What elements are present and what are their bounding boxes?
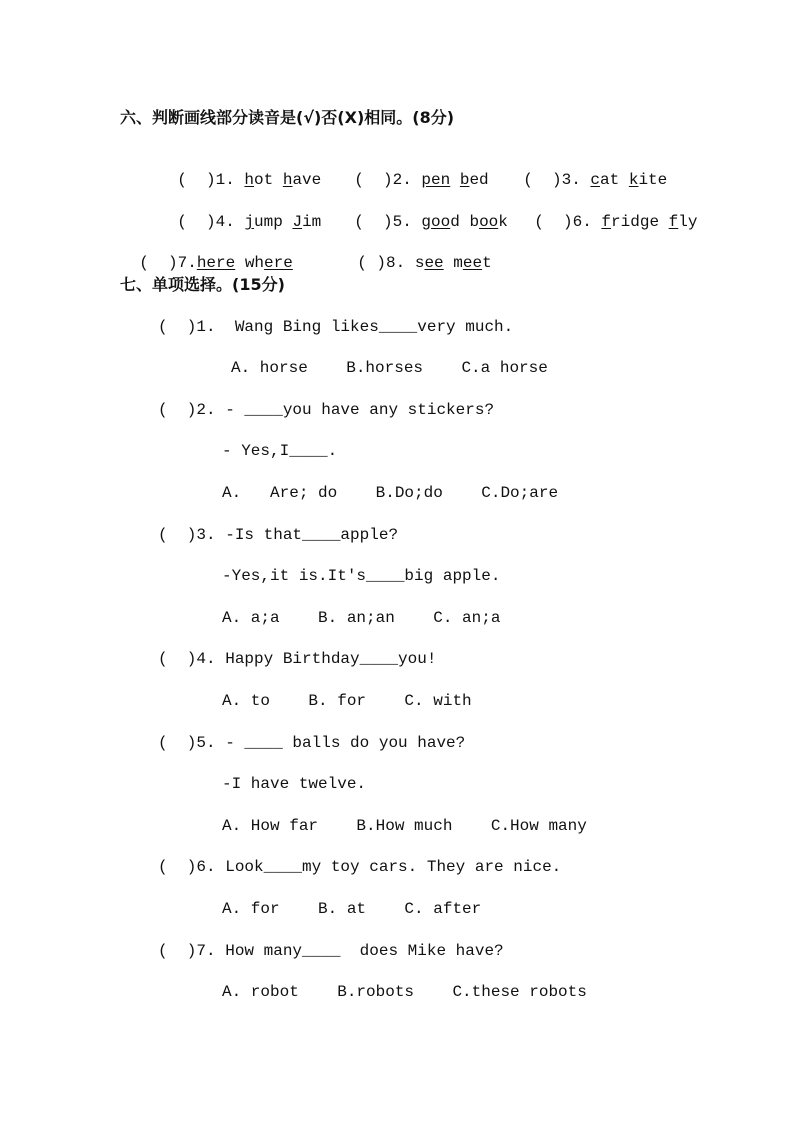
word-rest: ly bbox=[678, 213, 698, 231]
underlined-part: f bbox=[668, 213, 679, 231]
s6-item-5 bbox=[335, 192, 508, 232]
word-start: s bbox=[414, 254, 425, 272]
q4-options: A. to B. for C. with bbox=[222, 692, 472, 710]
s6-item-6 bbox=[515, 192, 697, 232]
s6-item-7 bbox=[120, 233, 293, 273]
word-start: b bbox=[469, 213, 480, 231]
word-rest: t bbox=[482, 254, 492, 272]
word-rest: at bbox=[600, 171, 620, 189]
q2-reply: - Yes,I____. bbox=[222, 442, 338, 460]
q3-stem[interactable]: ( )3. -Is that____apple? bbox=[158, 526, 399, 544]
word-rest: ridge bbox=[611, 213, 660, 231]
word-rest: ot bbox=[254, 171, 274, 189]
s6-item-8 bbox=[338, 233, 492, 273]
q5-options: A. How far B.How much C.How many bbox=[222, 817, 587, 835]
underlined-part: ee bbox=[462, 254, 483, 272]
q4-stem[interactable]: ( )4. Happy Birthday____you! bbox=[158, 650, 437, 668]
underlined-part: J bbox=[292, 213, 303, 231]
answer-blank[interactable]: ( )1. bbox=[177, 171, 235, 189]
underlined-part: f bbox=[601, 213, 612, 231]
word-rest: ump bbox=[254, 213, 283, 231]
q5-reply: -I have twelve. bbox=[222, 775, 367, 793]
q6-stem[interactable]: ( )6. Look____my toy cars. They are nice. bbox=[158, 858, 562, 876]
section6-title: 六、判断画线部分读音是(√)否(X)相同。(8分) bbox=[120, 108, 455, 127]
underlined-part: ee bbox=[424, 254, 444, 272]
underlined-part: pen bbox=[421, 171, 451, 189]
answer-blank[interactable]: ( )4. bbox=[177, 213, 235, 231]
underlined-part: oo bbox=[431, 213, 451, 231]
underlined-part: b bbox=[459, 171, 470, 189]
q3-options: A. a;a B. an;an C. an;a bbox=[222, 609, 501, 627]
s6-item-4 bbox=[158, 192, 321, 232]
word-rest: ed bbox=[469, 171, 489, 189]
word-rest: ave bbox=[292, 171, 322, 189]
q7-stem[interactable]: ( )7. How many____ does Mike have? bbox=[158, 942, 504, 960]
underlined-part: j bbox=[244, 213, 255, 231]
answer-blank[interactable]: ( )8. bbox=[357, 254, 406, 272]
word-rest: ite bbox=[638, 171, 668, 189]
answer-blank[interactable]: ( )6. bbox=[534, 213, 592, 231]
answer-blank[interactable]: ( )2. bbox=[354, 171, 412, 189]
s6-item-1 bbox=[158, 150, 321, 190]
underlined-part: h bbox=[244, 171, 255, 189]
s6-item-2 bbox=[335, 150, 489, 190]
q5-stem[interactable]: ( )5. - ____ balls do you have? bbox=[158, 734, 466, 752]
q2-stem[interactable]: ( )2. - ____you have any stickers? bbox=[158, 401, 495, 419]
underlined-part: oo bbox=[479, 213, 499, 231]
q6-options: A. for B. at C. after bbox=[222, 900, 482, 918]
section7-title: 七、单项选择。(15分) bbox=[120, 275, 285, 294]
answer-blank[interactable]: ( )3. bbox=[523, 171, 581, 189]
underlined-part: ere bbox=[264, 254, 293, 272]
answer-blank[interactable]: ( )5. bbox=[354, 213, 412, 231]
word-rest: d bbox=[450, 213, 460, 231]
underlined-part: c bbox=[590, 171, 601, 189]
word-start: wh bbox=[244, 254, 265, 272]
word-start: m bbox=[453, 254, 463, 272]
q1-options: A. horse B.horses C.a horse bbox=[231, 359, 548, 377]
underlined-part: h bbox=[282, 171, 293, 189]
answer-blank[interactable]: ( )7. bbox=[139, 254, 197, 272]
word-rest: k bbox=[498, 213, 508, 231]
q1-stem[interactable]: ( )1. Wang Bing likes____very much. bbox=[158, 318, 514, 336]
q3-reply: -Yes,it is.It's____big apple. bbox=[222, 567, 501, 585]
underlined-part: here bbox=[196, 254, 236, 272]
q7-options: A. robot B.robots C.these robots bbox=[222, 983, 587, 1001]
underlined-part: k bbox=[628, 171, 639, 189]
word-start: g bbox=[421, 213, 432, 231]
q2-options: A. Are; do B.Do;do C.Do;are bbox=[222, 484, 559, 502]
s6-item-3 bbox=[504, 150, 667, 190]
word-rest: im bbox=[302, 213, 322, 231]
